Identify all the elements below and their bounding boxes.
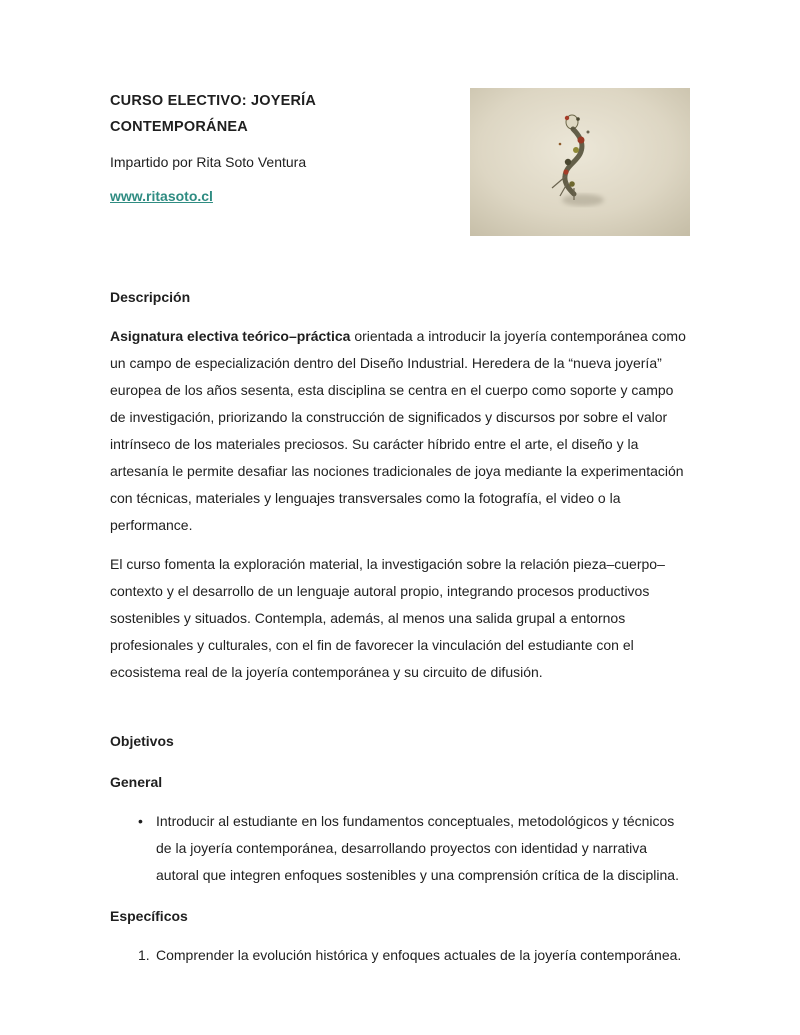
site-link[interactable]: www.ritasoto.cl xyxy=(110,188,213,204)
objetivos-heading: Objetivos xyxy=(110,733,174,749)
descripcion-p1-body: orientada a introducir la joyería contemporánea como un campo de especialización dentro del Diseño Industrial. Heredera de la “nueva joyería” europea de los años sesenta, esta disciplina se centra en el cuerpo como soporte y campo de investigación, priorizando la construcción de significados y discursos por sobre el valor intrínseco de los materiales preciosos. Su carácter híbrido entre el arte, el diseño y la artesanía le permite desafiar las nociones tradicionales de joya mediante la experimentación con técnicas, materiales y lenguajes transversales como la fotografía, el video o la performance. xyxy=(110,328,686,533)
objetivo-general-text: Introducir al estudiante en los fundamentos conceptuales, metodológicos y técnicos de la joyería contemporánea, desarrollando proyectos con identidad y narrativa autoral que integren enfoques sostenibles y una comprensión crítica de la disciplina. xyxy=(156,813,679,883)
descripcion-paragraph-1 xyxy=(110,323,690,539)
jewelry-artwork-graphic xyxy=(470,88,690,236)
list-item xyxy=(110,942,690,969)
objetivos-especificos-heading: Específicos xyxy=(110,908,188,924)
list-item xyxy=(110,808,690,889)
descripcion-paragraph-2: El curso fomenta la exploración material, la investigación sobre la relación pieza–cuerpo–contexto y el desarrollo de un lenguaje autoral propio, integrando procesos productivos sostenibles y situados. Contempla, además, al menos una salida grupal a entornos profesionales y culturales, con el fin de favorecer la vinculación del estudiante con el ecosistema real de la joyería contemporánea y su circuito de difusión. xyxy=(110,556,665,680)
course-artwork-image xyxy=(470,88,690,236)
descripcion-heading: Descripción xyxy=(110,289,191,305)
page-title-line1: CURSO ELECTIVO: JOYERÍA xyxy=(110,93,317,109)
section-descripcion xyxy=(110,284,690,686)
bullet-marker: • xyxy=(138,813,143,829)
objetivo-general-heading: General xyxy=(110,774,163,790)
objetivo-especifico-text: Comprender la evolución histórica y enfoques actuales de la joyería contemporánea. xyxy=(156,947,682,963)
objetivo-general-list xyxy=(110,808,690,889)
byline: Impartido por Rita Soto Ventura xyxy=(110,154,307,170)
objetivos-especificos-list xyxy=(110,942,690,969)
page-title-line2: CONTEMPORÁNEA xyxy=(110,119,248,135)
descripcion-p1-lead: Asignatura electiva teórico–práctica xyxy=(110,328,351,344)
number-marker: 1. xyxy=(138,947,150,963)
section-objetivos xyxy=(110,728,690,969)
